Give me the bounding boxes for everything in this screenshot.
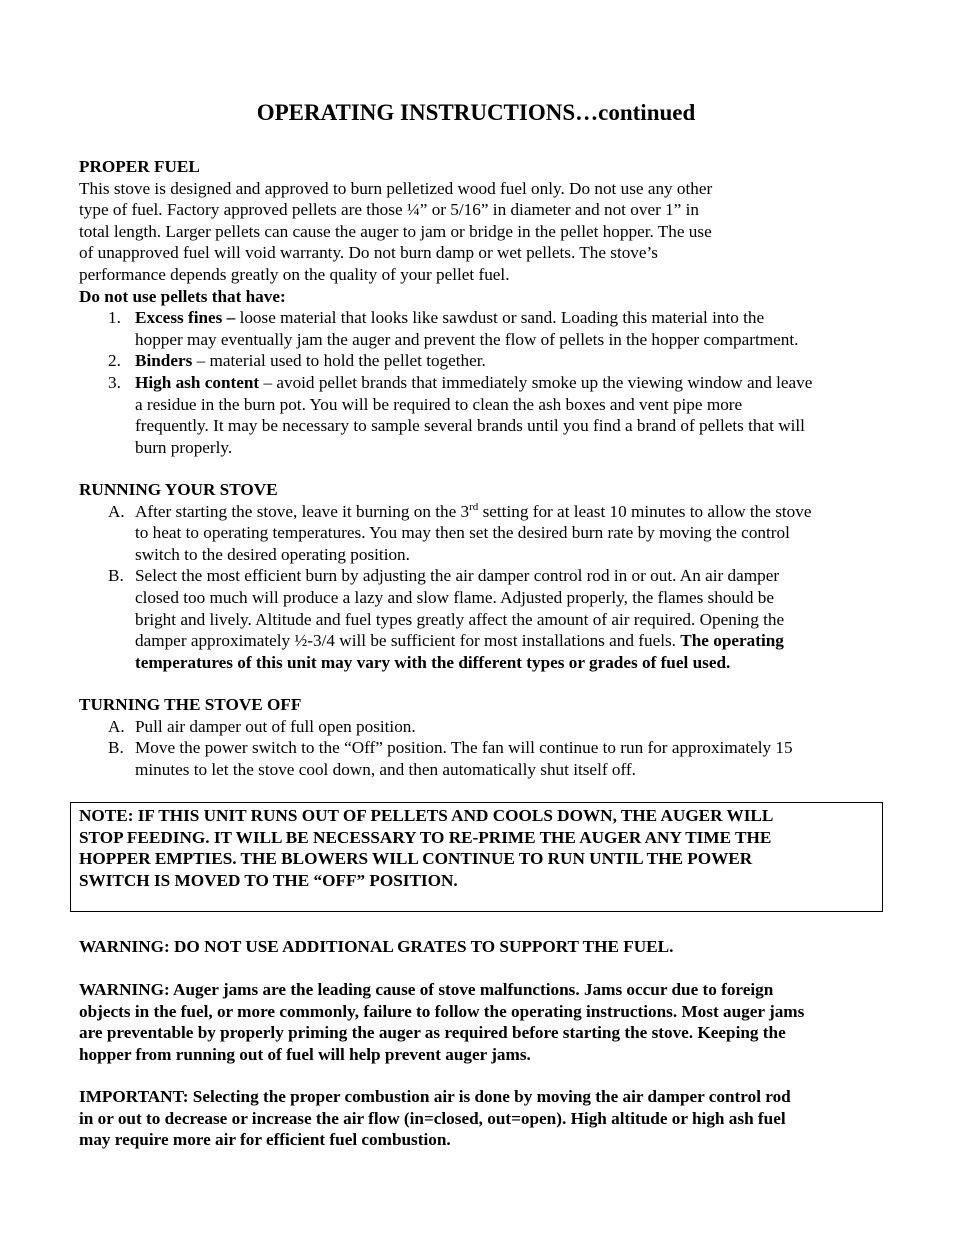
list-text-bold: temperatures of this unit may vary with the different types or grades of fuel used.	[135, 652, 731, 672]
page-title: OPERATING INSTRUCTIONS…continued	[256, 100, 696, 125]
note-line: SWITCH IS MOVED TO THE “OFF” POSITION.	[79, 870, 458, 890]
list-text: loose material that looks like sawdust or sand. Loading this material into the	[235, 308, 765, 328]
warning-auger-jams	[79, 979, 879, 1065]
list-text: burn properly.	[135, 437, 233, 457]
list-text: bright and lively. Altitude and fuel types greatly affect the amount of air required. Opening the	[135, 609, 785, 629]
pellet-warning-subheading: Do not use pellets that have:	[79, 286, 286, 306]
list-text: Move the power switch to the “Off” position. The fan will continue to run for approximately 15	[135, 738, 793, 758]
list-text: a residue in the burn pot. You will be required to clean the ash boxes and vent pipe more	[135, 394, 743, 414]
list-text: switch to the desired operating position.	[135, 544, 410, 564]
important-line: may require more air for efficient fuel combustion.	[79, 1130, 451, 1150]
list-item	[79, 716, 879, 738]
turning-off-heading: TURNING THE STOVE OFF	[79, 695, 302, 714]
list-marker: B.	[108, 738, 124, 758]
list-text: frequently. It may be necessary to sample several brands until you find a brand of pellets that will	[135, 416, 805, 436]
list-item	[79, 737, 879, 780]
list-term: High ash content	[135, 372, 260, 392]
list-text: Select the most efficient burn by adjusting the air damper control rod in or out. An air damper	[135, 566, 780, 586]
ordinal-suffix: rd	[469, 500, 479, 513]
note-text	[79, 805, 869, 891]
pellet-issues-list	[79, 307, 879, 458]
warning-grates: WARNING: DO NOT USE ADDITIONAL GRATES TO SUPPORT THE FUEL.	[79, 937, 674, 956]
proper-fuel-line: of unapproved fuel will void warranty. Do not burn damp or wet pellets. The stove’s	[79, 243, 658, 263]
turning-off-list	[79, 716, 879, 781]
list-text: hopper may eventually jam the auger and prevent the flow of pellets in the hopper compartment.	[135, 329, 799, 349]
list-marker: 2.	[108, 351, 121, 371]
running-section	[79, 479, 879, 673]
list-marker: B.	[108, 566, 124, 586]
list-term: Binders	[135, 351, 193, 371]
warning-line: hopper from running out of fuel will help prevent auger jams.	[79, 1044, 531, 1064]
list-item	[79, 350, 879, 372]
list-text: minutes to let the stove cool down, and then automatically shut itself off.	[135, 759, 636, 779]
proper-fuel-line: This stove is designed and approved to burn pelletized wood fuel only. Do not use any other	[79, 178, 713, 198]
note-box	[70, 802, 883, 912]
list-text-bold: The operating	[680, 631, 784, 651]
turning-off-section	[79, 694, 879, 780]
list-text: to heat to operating temperatures. You may then set the desired burn rate by moving the control	[135, 523, 790, 543]
list-marker: A.	[108, 716, 125, 736]
important-notice	[79, 1086, 879, 1151]
list-marker: A.	[108, 501, 125, 521]
list-text: setting for at least 10 minutes to allow the stove	[478, 501, 812, 521]
warning-line: are preventable by properly priming the auger as required before starting the stove. Keeping the	[79, 1023, 786, 1043]
list-marker: 3.	[108, 372, 121, 392]
proper-fuel-line: performance depends greatly on the quality of your pellet fuel.	[79, 264, 510, 284]
list-text: – material used to hold the pellet together.	[192, 351, 486, 371]
proper-fuel-section	[79, 156, 879, 458]
note-line: STOP FEEDING. IT WILL BE NECESSARY TO RE-PRIME THE AUGER ANY TIME THE	[79, 827, 772, 847]
list-text: closed too much will produce a lazy and slow flame. Adjusted properly, the flames should be	[135, 587, 774, 607]
list-text: damper approximately ½-3/4 will be sufficient for most installations and fuels.	[135, 631, 681, 651]
proper-fuel-heading: PROPER FUEL	[79, 157, 200, 176]
note-line: HOPPER EMPTIES. THE BLOWERS WILL CONTINUE TO RUN UNTIL THE POWER	[79, 849, 753, 869]
proper-fuel-line: type of fuel. Factory approved pellets are those ¼” or 5/16” in diameter and not over 1” in	[79, 200, 699, 220]
list-item	[79, 307, 879, 350]
list-text: – avoid pellet brands that immediately smoke up the viewing window and leave	[259, 372, 813, 392]
proper-fuel-line: total length. Larger pellets can cause the auger to jam or bridge in the pellet hopper. The use	[79, 221, 712, 241]
important-line: IMPORTANT: Selecting the proper combustion air is done by moving the air damper control rod	[79, 1087, 791, 1106]
list-text: After starting the stove, leave it burning on the 3	[135, 501, 470, 521]
warning-line: WARNING: Auger jams are the leading cause of stove malfunctions. Jams occur due to foreign	[79, 980, 774, 999]
running-list	[79, 501, 879, 674]
note-line: NOTE: IF THIS UNIT RUNS OUT OF PELLETS AND COOLS DOWN, THE AUGER WILL	[79, 806, 774, 825]
running-heading: RUNNING YOUR STOVE	[79, 480, 278, 499]
list-text: Pull air damper out of full open position.	[135, 716, 416, 736]
list-term: Excess fines –	[135, 308, 236, 328]
list-item	[79, 565, 879, 673]
important-line: in or out to decrease or increase the air flow (in=closed, out=open). High altitude or high ash fuel	[79, 1108, 786, 1128]
warning-line: objects in the fuel, or more commonly, failure to follow the operating instructions. Most auger jams	[79, 1001, 805, 1021]
list-item	[79, 372, 879, 458]
list-marker: 1.	[108, 308, 121, 328]
list-item	[79, 501, 879, 566]
